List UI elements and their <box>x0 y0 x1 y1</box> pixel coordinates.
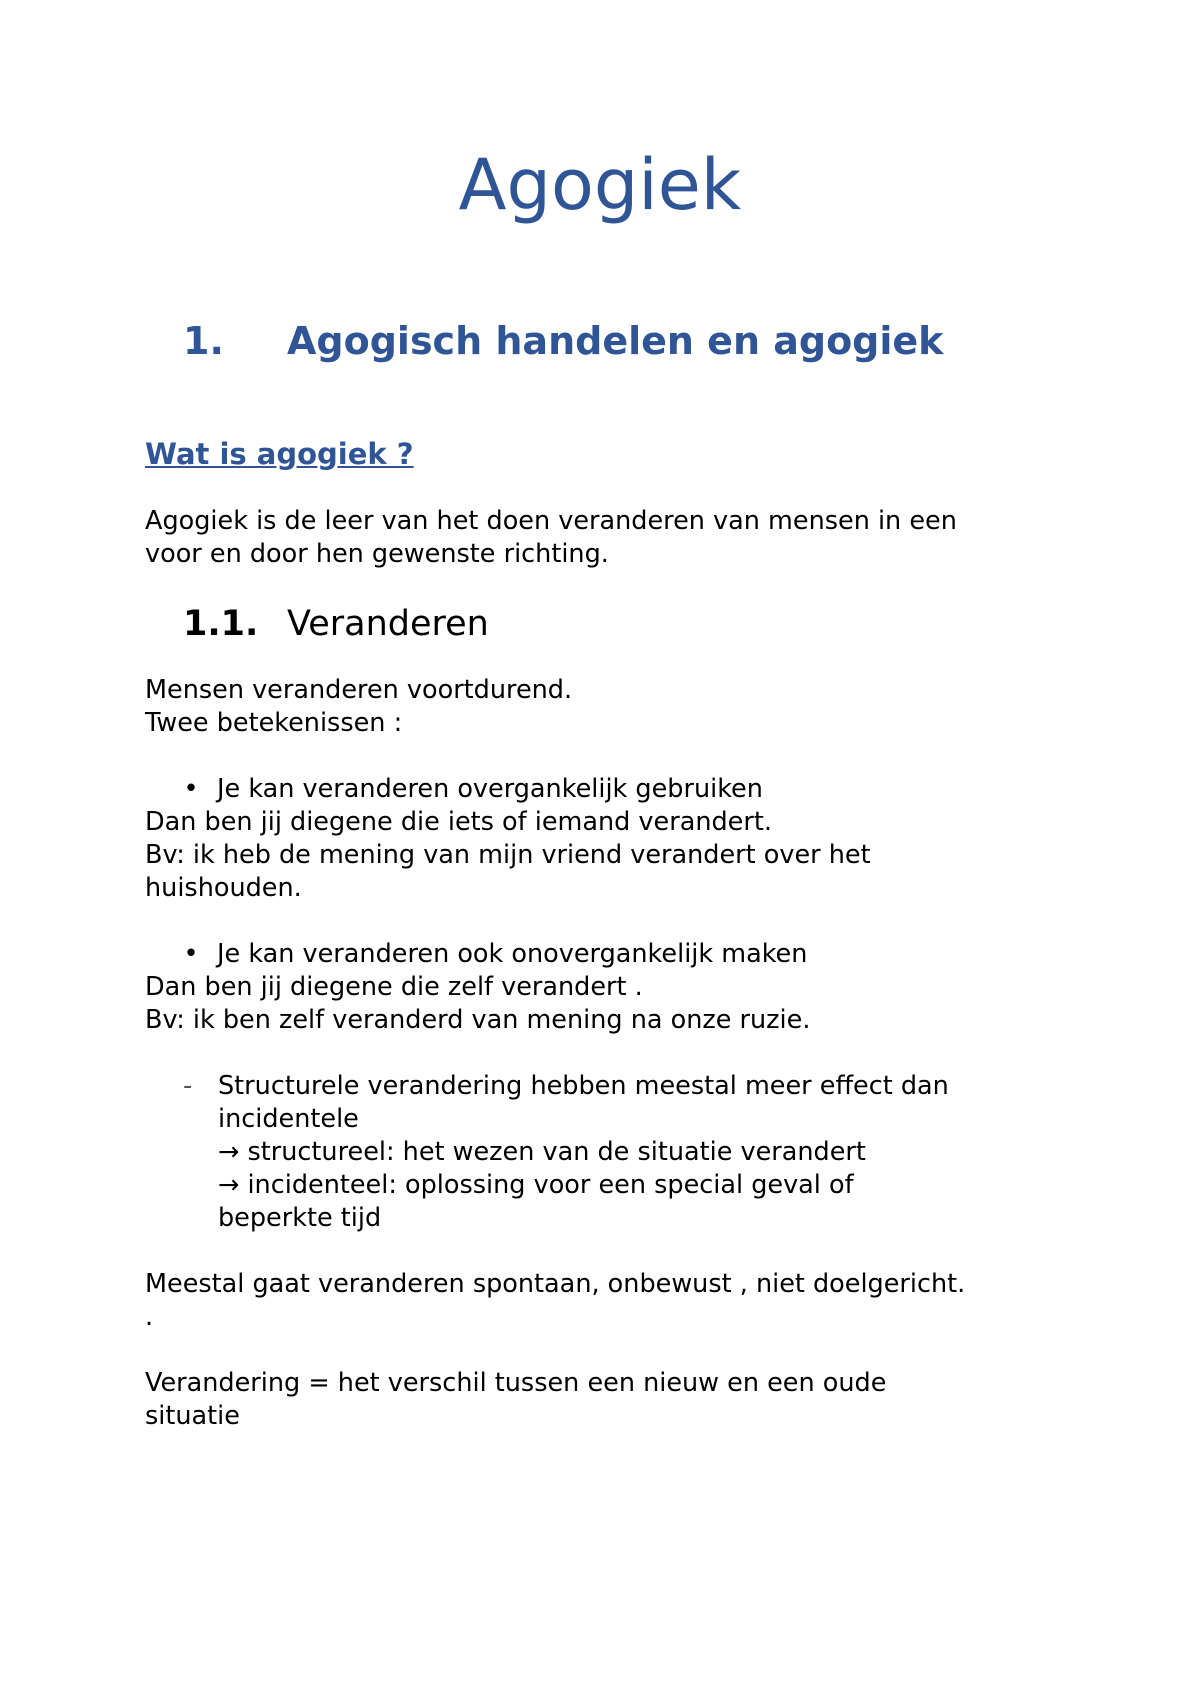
dash-icon: - <box>183 1071 193 1101</box>
subsection-label: Veranderen <box>287 604 489 644</box>
section-heading-1-1 <box>183 603 489 645</box>
section-heading-1 <box>183 318 943 364</box>
dash-line-4: → incidenteel: oplossing voor een special geval of <box>218 1170 854 1200</box>
closing-line-4: situatie <box>145 1401 240 1431</box>
document-title: Agogiek <box>458 144 742 226</box>
bullet1-line-3: huishouden. <box>145 873 302 903</box>
section-label: Agogisch handelen en agogiek <box>287 319 944 363</box>
question-heading: Wat is agogiek ? <box>145 437 414 471</box>
closing-line-1: Meestal gaat veranderen spontaan, onbewust , niet doelgericht. <box>145 1269 966 1299</box>
bullet2-line-2: Bv: ik ben zelf veranderd van mening na onze ruzie. <box>145 1005 811 1035</box>
bullet-text: Je kan veranderen overgankelijk gebruiken <box>217 774 763 804</box>
dash-line-1: Structurele verandering hebben meestal meer effect dan <box>218 1071 949 1101</box>
closing-line-3: Verandering = het verschil tussen een nieuw en een oude <box>145 1368 887 1398</box>
definition-line-2: voor en door hen gewenste richting. <box>145 539 609 569</box>
definition-line-1: Agogiek is de leer van het doen veranderen van mensen in een <box>145 506 957 536</box>
dash-line-5: beperkte tijd <box>218 1203 382 1233</box>
subsection-number: 1.1. <box>183 604 259 644</box>
bullet1-line-2: Bv: ik heb de mening van mijn vriend verandert over het <box>145 840 871 870</box>
bullet2-line-1: Dan ben jij diegene die zelf verandert . <box>145 972 643 1002</box>
bullet-icon: • <box>183 939 199 969</box>
bullet-icon: • <box>183 774 199 804</box>
bullet1-line-1: Dan ben jij diegene die iets of iemand verandert. <box>145 807 772 837</box>
bullet-text: Je kan veranderen ook onovergankelijk maken <box>217 939 808 969</box>
intro-line-2: Twee betekenissen : <box>145 708 403 738</box>
closing-line-2: . <box>145 1302 154 1332</box>
dash-line-2: incidentele <box>218 1104 359 1134</box>
section-number: 1. <box>183 319 224 363</box>
intro-line-1: Mensen veranderen voortdurend. <box>145 675 573 705</box>
dash-line-3: → structureel: het wezen van de situatie verandert <box>218 1137 866 1167</box>
